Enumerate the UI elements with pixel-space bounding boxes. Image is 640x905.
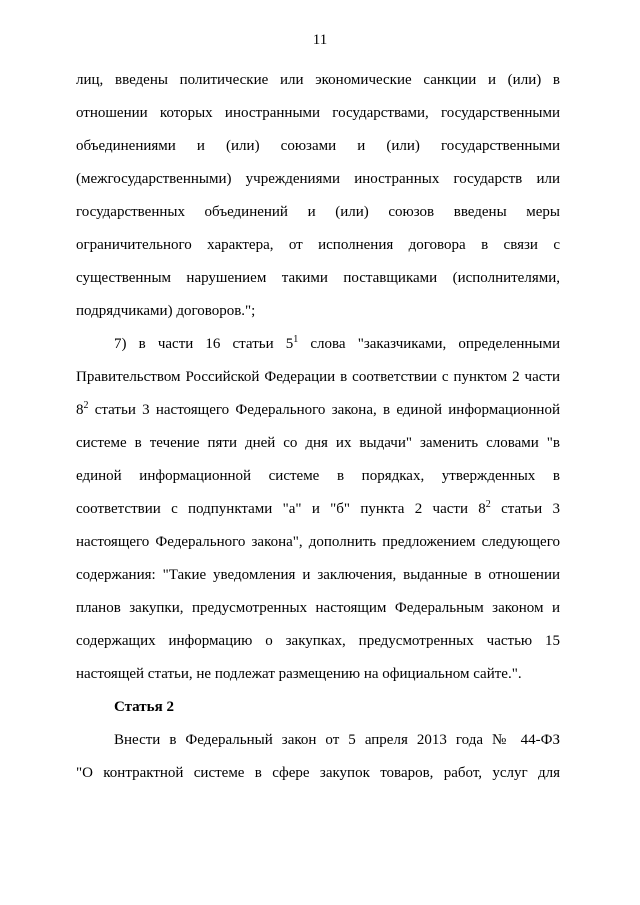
text-line: государственных объединений и (или) союзов введены меры [76, 204, 560, 220]
text-line: планов закупки, предусмотренных настоящим Федеральным законом и [76, 600, 560, 616]
text-line: ограничительного характера, от исполнения договора в связи с [76, 237, 560, 253]
text-line: подрядчиками) договоров."; [76, 303, 256, 319]
text-line: "О контрактной системе в сфере закупок товаров, работ, услуг для [76, 765, 560, 781]
text-line [76, 400, 560, 420]
superscript: 1 [293, 334, 299, 345]
item-7-first-line [114, 334, 560, 354]
text-line: существенным нарушением такими поставщиками (исполнителями, [76, 270, 560, 286]
superscript: 2 [485, 499, 491, 510]
text-line: настоящего Федерального закона", дополнить предложением следующего [76, 534, 560, 550]
text-segment: слова "заказчиками, определенными [298, 336, 560, 352]
text-line [76, 499, 560, 519]
text-segment: статьи 3 [490, 501, 560, 517]
text-line: настоящей статьи, не подлежат размещению на официальном сайте.". [76, 666, 522, 682]
text-line: (межгосударственными) учреждениями иностранных государств или [76, 171, 560, 187]
text-segment: статьи 3 настоящего Федерального закона, в единой информационной [88, 402, 560, 418]
text-line: отношении которых иностранными государствами, государственными [76, 105, 560, 121]
text-line: Правительством Российской Федерации в соответствии с пунктом 2 части [76, 369, 560, 385]
text-line: единой информационной системе в порядках, утвержденных в [76, 468, 560, 484]
text-segment: 7) в части 16 статьи 5 [114, 336, 294, 352]
article-heading: Статья 2 [114, 699, 174, 715]
text-segment: соответствии с подпунктами "а" и "б" пункта 2 части 8 [76, 501, 486, 517]
text-line: содержания: "Такие уведомления и заключения, выданные в отношении [76, 567, 560, 583]
text-line: объединениями и (или) союзами и (или) государственными [76, 138, 560, 154]
text-line: системе в течение пяти дней со дня их выдачи" заменить словами "в [76, 435, 560, 451]
superscript: 2 [83, 400, 89, 411]
text-line: Внести в Федеральный закон от 5 апреля 2013 года № 44-ФЗ [114, 732, 560, 748]
text-line: лиц, введены политические или экономические санкции и (или) в [76, 72, 560, 88]
text-line: содержащих информацию о закупках, предусмотренных частью 15 [76, 633, 560, 649]
text-segment: 8 [76, 402, 84, 418]
page-number: 11 [312, 32, 328, 48]
